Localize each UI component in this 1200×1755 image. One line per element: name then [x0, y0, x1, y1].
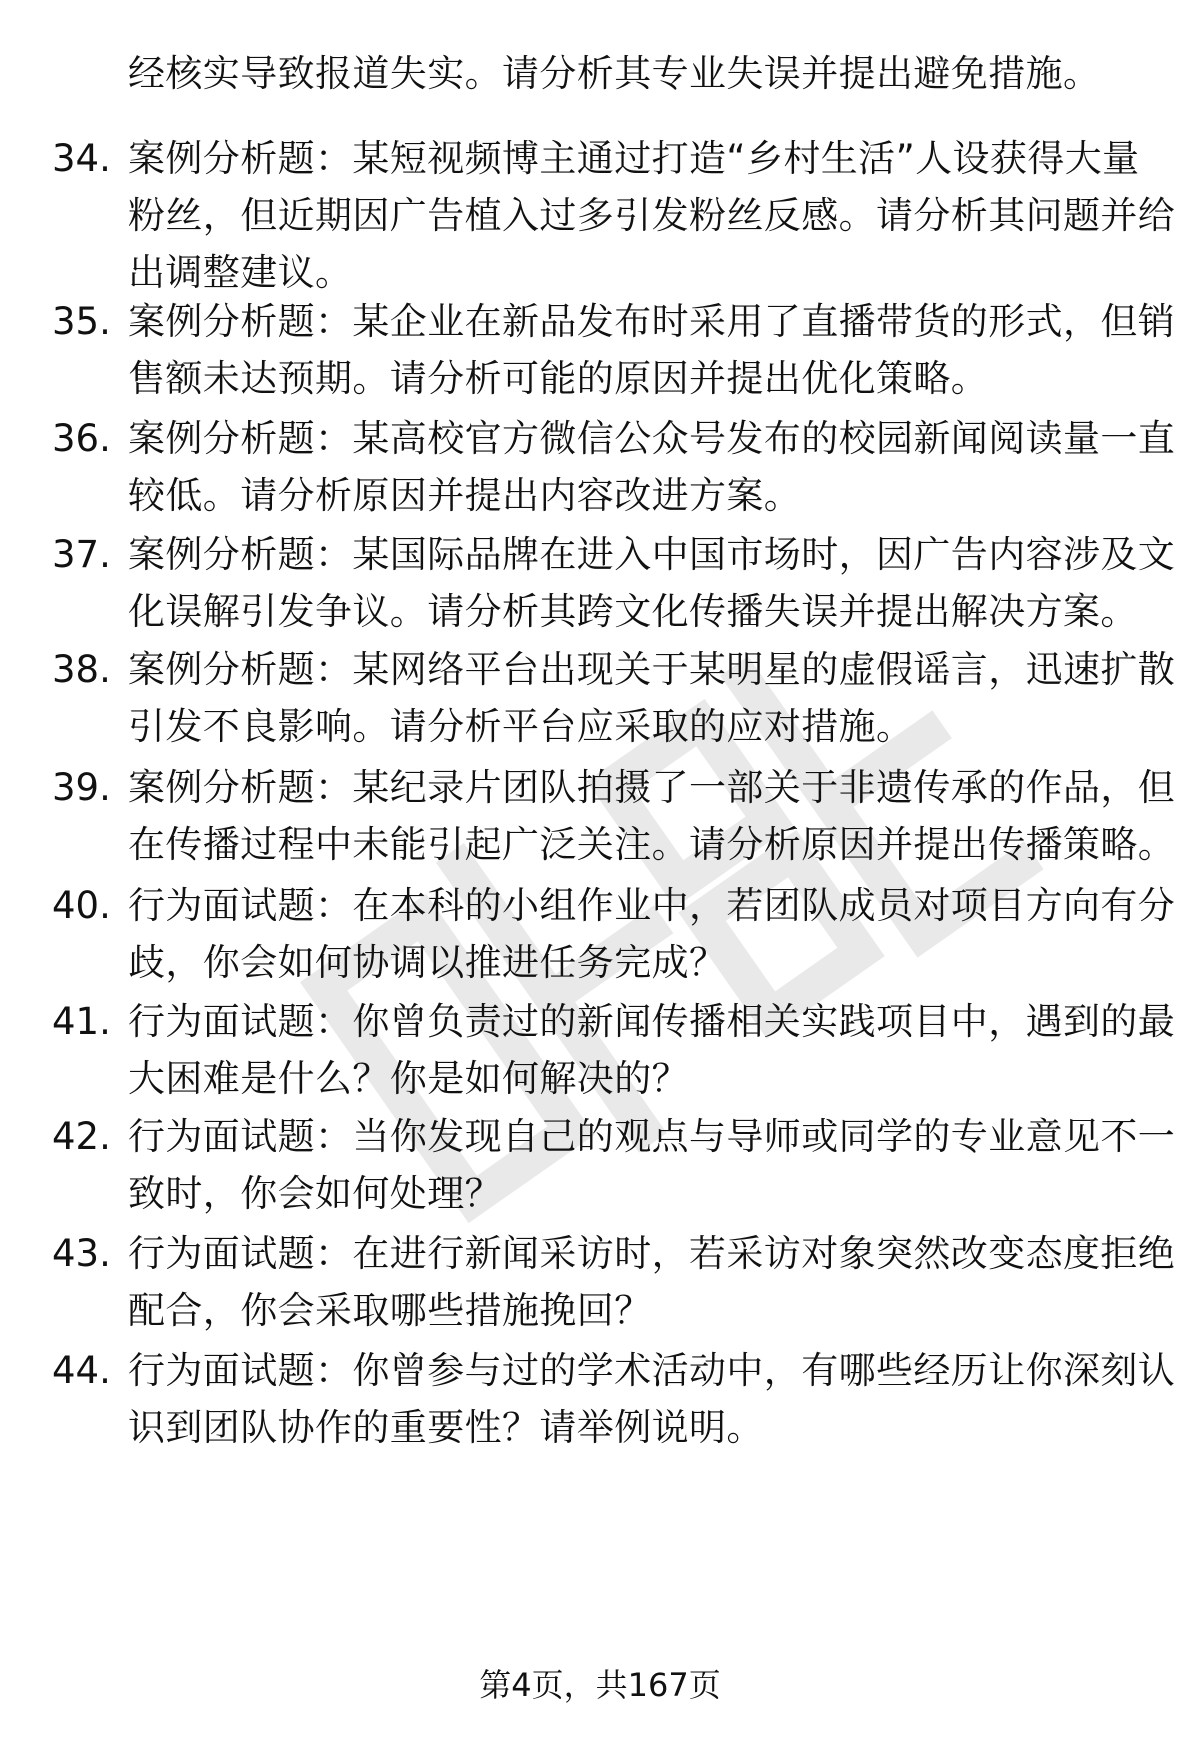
- question-text-line: 出调整建议。: [128, 251, 353, 294]
- question-text-line: 歧，你会如何协调以推进任务完成？: [128, 941, 727, 984]
- question-text-line: 较低。请分析原因并提出内容改进方案。: [128, 474, 802, 517]
- question-text-line: 识到团队协作的重要性？请举例说明。: [128, 1406, 764, 1449]
- question-text-line: 配合，你会采取哪些措施挽回？: [128, 1289, 652, 1332]
- question-text-line: 案例分析题：某高校官方微信公众号发布的校园新闻阅读量一直: [128, 417, 1176, 460]
- question-number: 36.: [52, 417, 111, 460]
- question-text-line: 化误解引发争议。请分析其跨文化传播失误并提出解决方案。: [128, 590, 1138, 633]
- question-number: 34.: [52, 137, 111, 180]
- question-text-line: 行为面试题：你曾参与过的学术活动中，有哪些经历让你深刻认: [128, 1349, 1176, 1392]
- question-text-line: 案例分析题：某国际品牌在进入中国市场时，因广告内容涉及文: [128, 533, 1176, 576]
- page-footer: 第4页，共167页: [479, 1666, 721, 1704]
- question-text-line: 粉丝，但近期因广告植入过多引发粉丝反感。请分析其问题并给: [128, 194, 1176, 237]
- question-text-line: 案例分析题：某纪录片团队拍摄了一部关于非遗传承的作品，但: [128, 766, 1176, 809]
- question-number: 41.: [52, 1000, 111, 1043]
- continuation-line: 经核实导致报道失实。请分析其专业失误并提出避免措施。: [128, 52, 1101, 95]
- question-number: 43.: [52, 1232, 111, 1275]
- question-text-line: 行为面试题：当你发现自己的观点与导师或同学的专业意见不一: [128, 1115, 1176, 1158]
- question-number: 39.: [52, 766, 111, 809]
- question-number: 37.: [52, 533, 111, 576]
- question-text-line: 在传播过程中未能引起广泛关注。请分析原因并提出传播策略。: [128, 823, 1176, 866]
- question-text-line: 案例分析题：某短视频博主通过打造“乡村生活”人设获得大量: [128, 137, 1140, 180]
- question-text-line: 行为面试题：你曾负责过的新闻传播相关实践项目中，遇到的最: [128, 1000, 1176, 1043]
- question-number: 38.: [52, 648, 111, 691]
- question-number: 40.: [52, 884, 111, 927]
- question-text-line: 大困难是什么？你是如何解决的？: [128, 1057, 689, 1100]
- question-text-line: 致时，你会如何处理？: [128, 1172, 502, 1215]
- question-text-line: 案例分析题：某网络平台出现关于某明星的虚假谣言，迅速扩散: [128, 648, 1176, 691]
- question-text-line: 案例分析题：某企业在新品发布时采用了直播带货的形式，但销: [128, 300, 1176, 343]
- question-text-line: 行为面试题：在进行新闻采访时，若采访对象突然改变态度拒绝: [128, 1232, 1176, 1275]
- question-text-line: 行为面试题：在本科的小组作业中，若团队成员对项目方向有分: [128, 884, 1176, 927]
- question-number: 35.: [52, 300, 111, 343]
- question-text-line: 引发不良影响。请分析平台应采取的应对措施。: [128, 705, 914, 748]
- question-number: 42.: [52, 1115, 111, 1158]
- question-text-line: 售额未达预期。请分析可能的原因并提出优化策略。: [128, 357, 989, 400]
- question-number: 44.: [52, 1349, 111, 1392]
